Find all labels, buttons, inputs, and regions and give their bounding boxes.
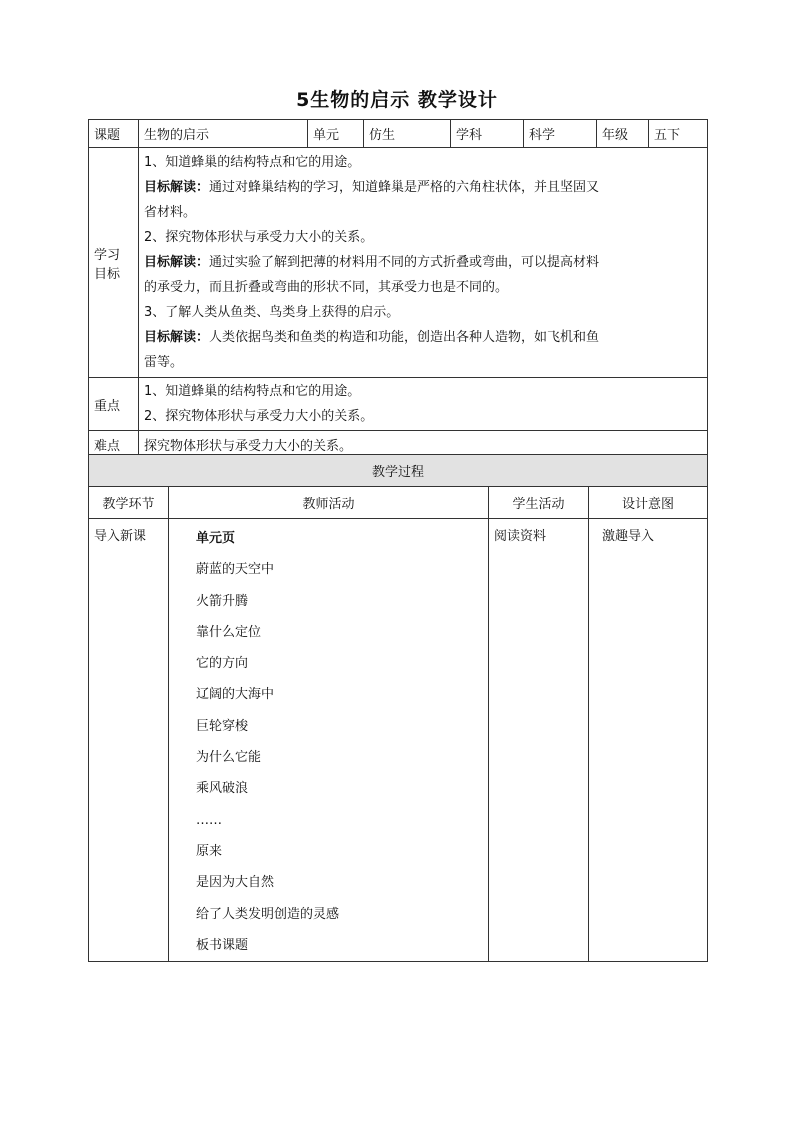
subject-label: 学科	[451, 120, 524, 148]
goal-interpretation-label: 目标解读：	[144, 255, 210, 270]
goal-line: 目标解读：通过对蜂巢结构的学习，知道蜂巢是严格的六角柱状体，并且坚固又	[144, 180, 600, 195]
goals-label	[89, 148, 139, 378]
teacher-line: 单元页	[196, 531, 236, 546]
key-points-content	[139, 378, 708, 431]
header-student: 学生活动	[489, 487, 589, 519]
goals-label-line-1: 学习	[94, 247, 121, 263]
goal-line: 3、了解人类从鱼类、鸟类身上获得的启示。	[144, 305, 400, 320]
goal-line: 的承受力，而且折叠或弯曲的形状不同，其承受力也是不同的。	[144, 280, 509, 295]
student-activity-cell: 阅读资料	[489, 519, 589, 962]
teacher-line: 为什么它能	[196, 750, 262, 766]
teacher-line: ……	[196, 812, 222, 828]
goals-row	[89, 148, 708, 378]
header-row	[89, 487, 708, 519]
teacher-line: 蔚蓝的天空中	[196, 562, 275, 578]
subject-value: 科学	[524, 120, 597, 148]
document-title: 5生物的启示 教学设计	[296, 89, 498, 111]
teacher-line: 乘风破浪	[196, 781, 249, 797]
unit-label: 单元	[308, 120, 364, 148]
difficulty-label: 难点	[89, 431, 139, 458]
design-intent-cell: 激趣导入	[589, 519, 708, 962]
goal-line: 2、探究物体形状与承受力大小的关系。	[144, 230, 374, 245]
grade-value: 五下	[649, 120, 708, 148]
teacher-line: 巨轮穿梭	[196, 718, 249, 734]
key-points-label: 重点	[89, 378, 139, 431]
key-point: 1、知道蜂巢的结构特点和它的用途。	[144, 384, 361, 399]
goal-line: 目标解读：人类依据鸟类和鱼类的构造和功能，创造出各种人造物，如飞机和鱼	[144, 330, 600, 345]
course-value: 生物的启示	[139, 120, 308, 148]
goals-label-line-2: 目标	[94, 266, 121, 282]
course-row	[89, 120, 708, 148]
teacher-line: 板书课题	[196, 937, 249, 953]
section-row	[89, 455, 708, 487]
teacher-line: 是因为大自然	[196, 875, 275, 891]
key-points-row	[89, 378, 708, 431]
goal-interpretation-label: 目标解读：	[144, 330, 210, 345]
teacher-line: 火箭升腾	[196, 593, 249, 609]
difficulty-content: 探究物体形状与承受力大小的关系。	[139, 431, 708, 458]
goal-interpretation-label: 目标解读：	[144, 180, 210, 195]
header-teacher: 教师活动	[169, 487, 489, 519]
teaching-process-table	[88, 454, 708, 962]
key-point: 2、探究物体形状与承受力大小的关系。	[144, 409, 374, 424]
teacher-line: 给了人类发明创造的灵感	[196, 906, 340, 922]
teacher-line: 它的方向	[196, 656, 249, 672]
unit-value: 仿生	[364, 120, 451, 148]
table-row	[89, 519, 708, 962]
teacher-line: 辽阔的大海中	[196, 687, 275, 703]
course-label: 课题	[89, 120, 139, 148]
teacher-line: 原来	[196, 843, 223, 859]
goal-line: 1、知道蜂巢的结构特点和它的用途。	[144, 155, 361, 170]
header-stage: 教学环节	[89, 487, 169, 519]
section-title: 教学过程	[89, 455, 708, 487]
lesson-info-table	[88, 119, 708, 458]
goal-line: 目标解读：通过实验了解到把薄的材料用不同的方式折叠或弯曲，可以提高材料	[144, 255, 600, 270]
goal-line: 雷等。	[144, 355, 184, 370]
grade-label: 年级	[597, 120, 649, 148]
stage-cell: 导入新课	[89, 519, 169, 962]
goal-line: 省材料。	[144, 205, 197, 220]
goals-content	[139, 148, 708, 378]
teacher-activity-cell	[169, 519, 489, 962]
teacher-line: 靠什么定位	[196, 624, 262, 640]
header-intent: 设计意图	[589, 487, 708, 519]
